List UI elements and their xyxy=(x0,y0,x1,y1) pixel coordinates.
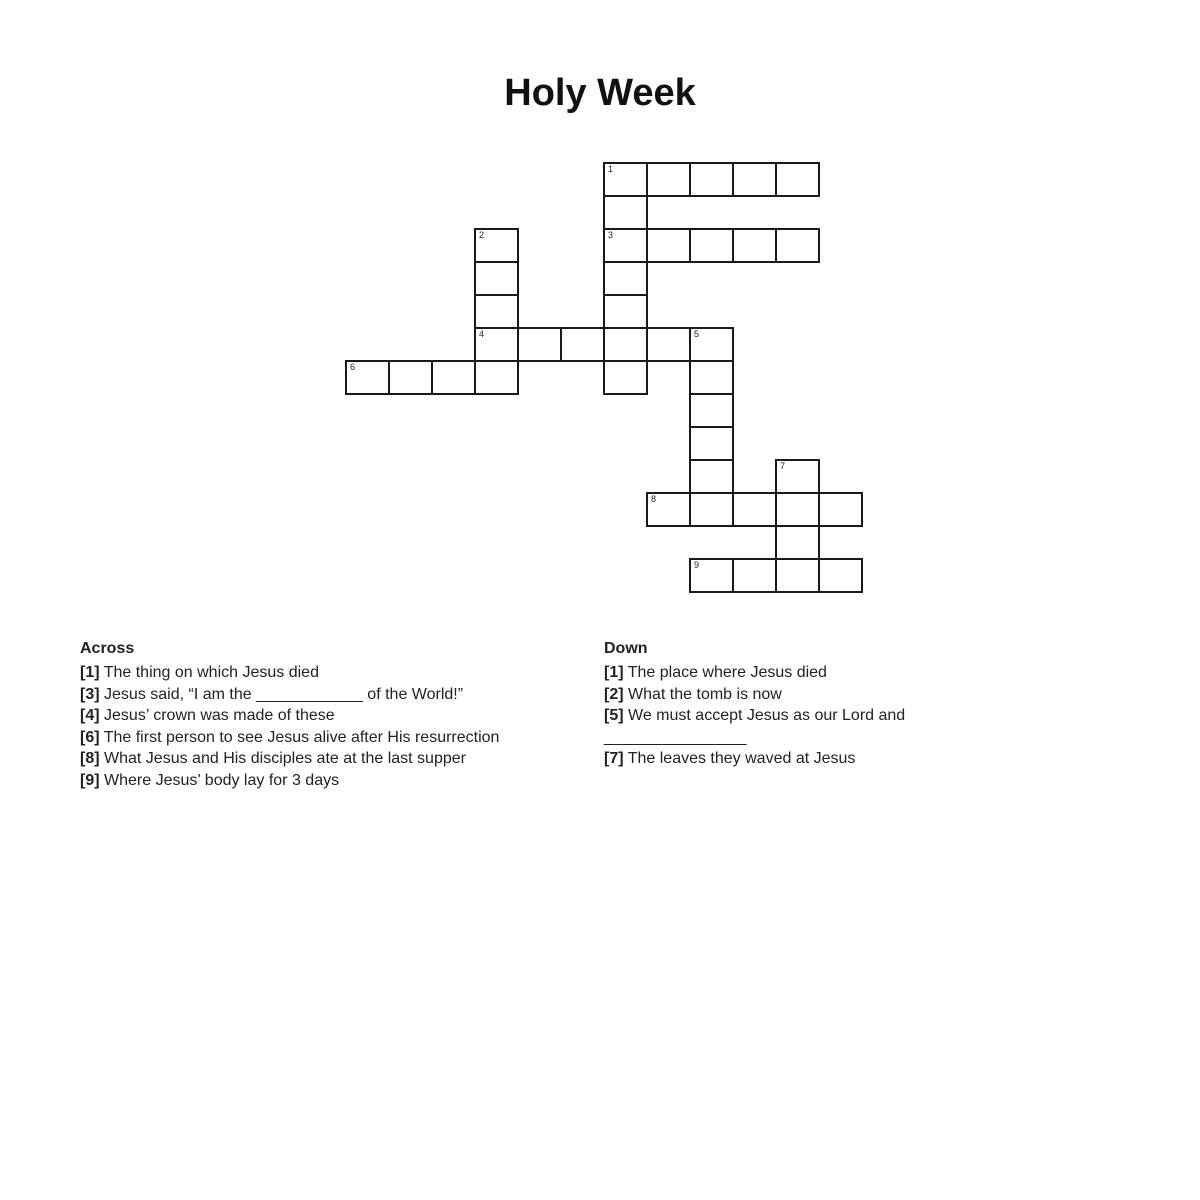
crossword-cell[interactable] xyxy=(345,360,390,395)
across-clue xyxy=(80,662,550,684)
cell-number: 3 xyxy=(608,230,614,240)
clue-number: [1] xyxy=(80,664,100,681)
cell-number: 4 xyxy=(479,329,485,339)
crossword-cell[interactable] xyxy=(818,492,863,527)
crossword-cell[interactable] xyxy=(603,162,648,197)
crossword-cell[interactable] xyxy=(388,360,433,395)
clue-text: The first person to see Jesus alive after His resurrection xyxy=(103,728,500,746)
page-title: Holy Week xyxy=(504,72,696,114)
clue-number: [6] xyxy=(80,728,100,746)
crossword-cell[interactable] xyxy=(646,327,691,362)
crossword-cell[interactable] xyxy=(732,558,777,593)
across-clue xyxy=(80,748,550,770)
clue-text: Jesus said, “I am the ____________ of the World!” xyxy=(104,685,464,703)
across-heading: Across xyxy=(80,640,135,657)
crossword-cell[interactable] xyxy=(603,261,648,296)
clue-text: The leaves they waved at Jesus xyxy=(627,750,856,767)
crossword-cell[interactable] xyxy=(603,195,648,230)
clue-number: [8] xyxy=(80,750,100,767)
clue-text: Jesus’ crown was made of these xyxy=(104,707,335,724)
cell-number: 2 xyxy=(479,230,485,240)
across-clues xyxy=(80,638,550,791)
crossword-cell[interactable] xyxy=(732,162,777,197)
down-clue xyxy=(604,662,1044,684)
crossword-cell[interactable] xyxy=(517,327,562,362)
cell-number: 5 xyxy=(694,329,700,339)
crossword-cell[interactable] xyxy=(689,426,734,461)
across-clue-list xyxy=(80,662,550,791)
clue-text: What Jesus and His disciples ate at the last supper xyxy=(104,750,466,767)
crossword-cell[interactable] xyxy=(474,261,519,296)
clue-text: We must accept Jesus as our Lord and ________________ xyxy=(604,707,906,746)
across-clue xyxy=(80,727,550,749)
down-heading: Down xyxy=(604,640,648,657)
cell-number: 8 xyxy=(651,494,657,504)
cell-number: 1 xyxy=(608,164,614,174)
crossword-cell[interactable] xyxy=(431,360,476,395)
crossword-cell[interactable] xyxy=(689,327,734,362)
crossword-cell[interactable] xyxy=(775,492,820,527)
clue-number: [3] xyxy=(80,685,100,703)
crossword-cell[interactable] xyxy=(560,327,605,362)
crossword-cell[interactable] xyxy=(732,228,777,263)
down-clue-list xyxy=(604,662,1044,770)
cell-number: 7 xyxy=(780,461,786,471)
crossword-cell[interactable] xyxy=(603,228,648,263)
clue-number: [7] xyxy=(604,750,624,767)
crossword-cell[interactable] xyxy=(689,492,734,527)
clue-number: [1] xyxy=(604,664,624,681)
crossword-cell[interactable] xyxy=(689,360,734,395)
clue-text: The place where Jesus died xyxy=(627,664,827,681)
clue-number: [9] xyxy=(80,771,100,789)
crossword-cell[interactable] xyxy=(689,459,734,494)
clue-text: What the tomb is now xyxy=(628,685,782,703)
crossword-cell[interactable] xyxy=(775,558,820,593)
crossword-cell[interactable] xyxy=(603,360,648,395)
crossword-cell[interactable] xyxy=(603,327,648,362)
down-clue xyxy=(604,748,1044,770)
across-clue xyxy=(80,684,550,706)
clue-number: [5] xyxy=(604,707,624,724)
crossword-cell[interactable] xyxy=(689,558,734,593)
crossword-cell[interactable] xyxy=(689,393,734,428)
crossword-cell[interactable] xyxy=(775,162,820,197)
clue-number: [2] xyxy=(604,685,624,703)
crossword-cell[interactable] xyxy=(775,525,820,560)
crossword-cell[interactable] xyxy=(646,492,691,527)
clue-text: Where Jesus’ body lay for 3 days xyxy=(104,771,340,789)
crossword-cell[interactable] xyxy=(818,558,863,593)
crossword-cell[interactable] xyxy=(474,327,519,362)
across-clue xyxy=(80,705,550,727)
crossword-cell[interactable] xyxy=(775,228,820,263)
crossword-cell[interactable] xyxy=(689,162,734,197)
crossword-cell[interactable] xyxy=(474,294,519,329)
cell-number: 9 xyxy=(694,560,700,570)
crossword-cell[interactable] xyxy=(474,360,519,395)
crossword-cell[interactable] xyxy=(646,228,691,263)
across-clue xyxy=(80,770,550,792)
down-clue xyxy=(604,684,1044,706)
down-clues xyxy=(604,638,1044,770)
down-clue xyxy=(604,705,1044,748)
crossword-cell[interactable] xyxy=(732,492,777,527)
crossword-cell[interactable] xyxy=(689,228,734,263)
crossword-cell[interactable] xyxy=(646,162,691,197)
clue-number: [4] xyxy=(80,707,100,724)
cell-number: 6 xyxy=(350,362,356,372)
clue-text: The thing on which Jesus died xyxy=(103,664,319,681)
crossword-cell[interactable] xyxy=(603,294,648,329)
crossword-cell[interactable] xyxy=(775,459,820,494)
crossword-cell[interactable] xyxy=(474,228,519,263)
